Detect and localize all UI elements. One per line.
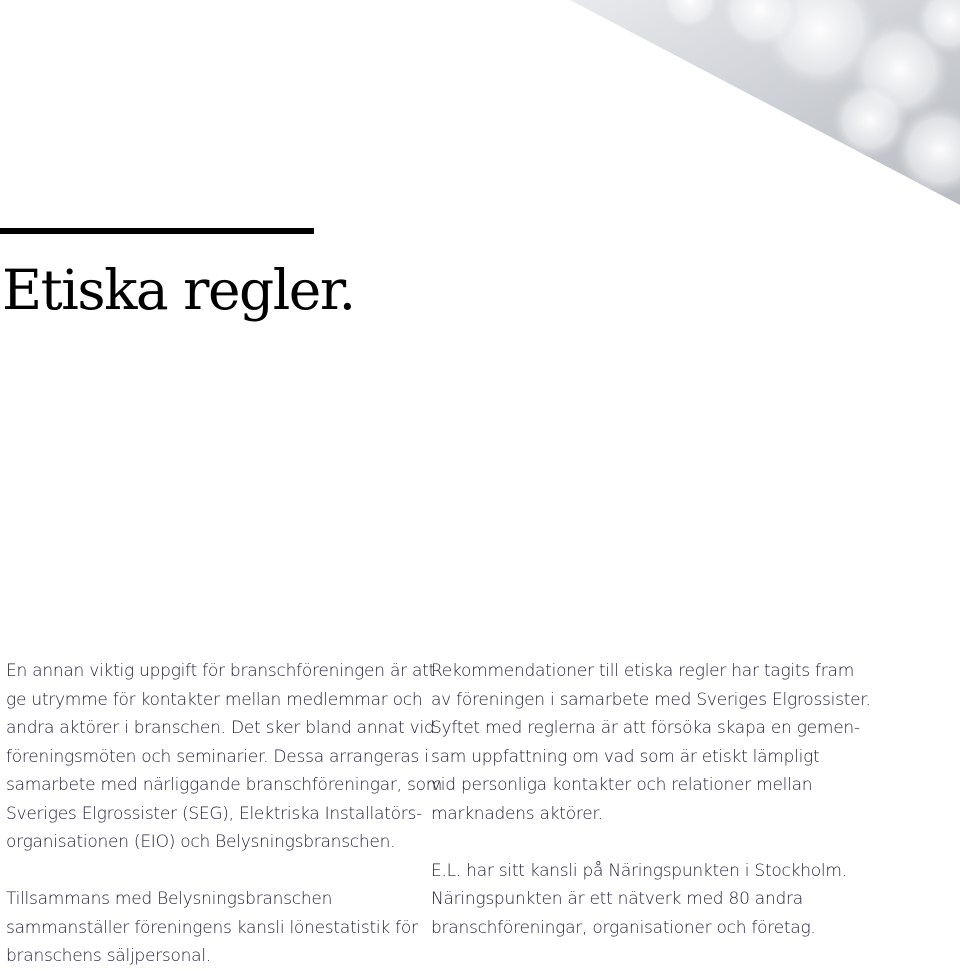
left-column (6, 657, 443, 971)
paragraph-gap (6, 857, 421, 886)
text-line: organisationen (EIO) och Belysningsbranschen. (6, 832, 396, 852)
paragraph-gap (431, 828, 851, 857)
title-rule (0, 228, 314, 234)
text-line: ge utrymme för kontakter mellan medlemmar och (6, 689, 423, 710)
text-line: andra aktörer i branschen. Det sker bland annat vid (6, 718, 435, 738)
text-line: Rekommendationer till etiska regler har tagits fram (431, 661, 855, 681)
text-line: marknadens aktörer. (431, 803, 603, 824)
text-line: Tillsammans med Belysningsbranschen (6, 889, 333, 909)
text-line: Näringspunkten är ett nätverk med 80 andra (431, 889, 803, 909)
text-line: Syftet med reglerna är att försöka skapa en gemen- (431, 718, 860, 738)
text-line: E.L. har sitt kansli på Näringspunkten i Stockholm. (431, 860, 847, 881)
text-line: branschföreningar, organisationer och företag. (431, 917, 816, 938)
text-line: branschens säljpersonal. (6, 946, 211, 966)
right-paragraph-1 (431, 657, 871, 828)
text-line: samarbete med närliggande branschföreningar, som (6, 775, 443, 795)
bokeh-corner-image (570, 0, 960, 205)
text-line: föreningsmöten och seminarier. Dessa arrangeras i (6, 746, 429, 767)
left-paragraph-2 (6, 885, 421, 971)
text-line: sammanställer föreningens kansli lönestatistik för (6, 917, 418, 938)
text-line: vid personliga kontakter och relationer mellan (431, 775, 813, 795)
right-column (431, 657, 871, 942)
text-line: av föreningen i samarbete med Sveriges Elgrossister. (431, 689, 871, 710)
text-line: sam uppfattning om vad som är etiskt lämpligt (431, 746, 820, 767)
text-line: En annan viktig uppgift för branschföreningen är att (6, 661, 435, 681)
left-paragraph-1 (6, 657, 443, 857)
right-paragraph-2 (431, 857, 851, 943)
text-line: Sveriges Elgrossister (SEG), Elektriska Installatörs- (6, 803, 422, 824)
page-title: Etiska regler. (2, 258, 355, 322)
